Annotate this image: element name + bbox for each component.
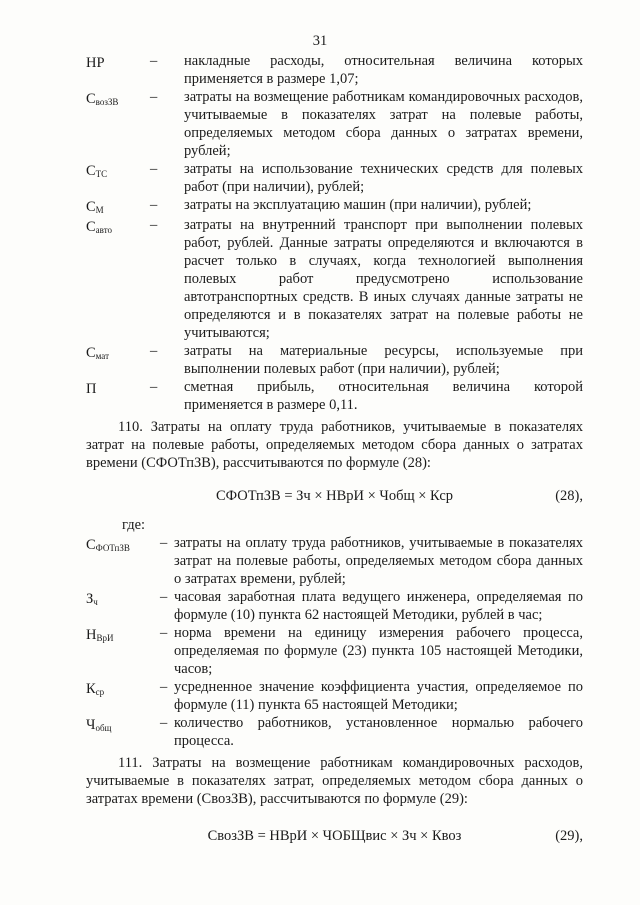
definition-symbol: $С_{авто}$	[86, 219, 113, 235]
definition-row	[86, 160, 583, 196]
page-number: 31	[312, 33, 328, 49]
definition-row	[86, 196, 583, 216]
formula-29-expression: СвозЗВ = НВрИ × ЧОБЩвис × Зч × Квоз	[207, 828, 462, 844]
definition-text: затраты на эксплуатацию машин (при наличии), рублей;	[184, 197, 532, 213]
definition-symbol: П	[86, 381, 97, 397]
definition-dash: –	[160, 679, 168, 695]
definition-symbol: $С_{возЗВ}$	[86, 91, 119, 107]
definition-dash: –	[160, 589, 168, 605]
definition-dash: –	[160, 625, 168, 641]
definition-dash: –	[150, 89, 158, 105]
definition-symbol: $С_{ФОТпЗВ}$	[86, 537, 130, 553]
definition-dash: –	[150, 197, 158, 213]
definition-symbol: $Ч_{общ}$	[86, 717, 112, 733]
definition-row	[86, 678, 583, 714]
definition-symbol: $С_{ТС}$	[86, 163, 108, 179]
definition-symbol: $З_ч$	[86, 591, 98, 607]
definition-symbol: $К_{ср}$	[86, 681, 105, 697]
definition-text: затраты на оплату труда работников, учитываемые в показателях затрат на полевые работы, определяемых методом сбора данных о затратах времени, рублей;	[174, 535, 583, 587]
definitions-top	[86, 52, 583, 414]
definition-dash: –	[150, 343, 158, 359]
definition-text: часовая заработная плата ведущего инженера, определяемая по формуле (10) пункта 62 настоящей Методики, рублей в час;	[174, 589, 583, 623]
definition-text: накладные расходы, относительная величина которых применяется в размере 1,07;	[184, 53, 583, 87]
formula-28	[86, 484, 583, 508]
definition-dash: –	[160, 715, 168, 731]
document-body	[86, 52, 583, 848]
formula-28-expression: СФОТпЗВ = Зч × НВрИ × Чобщ × Кср	[215, 488, 454, 504]
paragraph-110: 110. Затраты на оплату труда работников, учитываемые в показателях затрат на полевые работы, определяемых методом сбора данных о затратах времени (СФОТпЗВ), рассчитываются по формуле (28):	[86, 419, 583, 471]
definition-row	[86, 52, 583, 88]
definition-row	[86, 588, 583, 624]
definition-text: норма времени на единицу измерения рабочего процесса, определяемая по формуле (23) пункта 105 настоящей Методики, часов;	[174, 625, 583, 677]
where-label: где:	[122, 517, 146, 533]
definition-row	[86, 216, 583, 342]
definition-text: затраты на возмещение работникам командировочных расходов, учитываемые в показателях затрат на полевые работы, определяемых методом сбора данных о затратах времени, рублей;	[184, 89, 583, 159]
definition-row	[86, 714, 583, 750]
definition-row	[86, 534, 583, 588]
definition-text: затраты на использование технических средств для полевых работ (при наличии), рублей;	[184, 161, 583, 195]
formula-29	[86, 824, 583, 848]
definition-text: количество работников, установленное нормалью рабочего процесса.	[174, 715, 583, 749]
definition-dash: –	[150, 161, 158, 177]
definition-text: усредненное значение коэффициента участия, определяемое по формуле (11) пункта 65 настоящей Методики;	[174, 679, 583, 713]
definition-row	[86, 88, 583, 160]
paragraph-111: 111. Затраты на возмещение работникам командировочных расходов, учитываемые в показателях затрат, определяемых методом сбора данных о затратах времени (СвозЗВ), рассчитываются по формуле (29):	[86, 755, 583, 807]
definition-symbol: $С_{мат}$	[86, 345, 110, 361]
definition-dash: –	[160, 535, 168, 551]
definition-dash: –	[150, 217, 158, 233]
definition-row	[86, 342, 583, 378]
definition-text: затраты на материальные ресурсы, используемые при выполнении полевых работ (при наличии), рублей;	[184, 343, 583, 377]
definition-symbol: $С_М$	[86, 199, 104, 215]
definition-dash: –	[150, 379, 158, 395]
definitions-bottom	[86, 534, 583, 750]
definition-row	[86, 624, 583, 678]
definition-row	[86, 378, 583, 414]
formula-29-number: (29),	[555, 828, 583, 844]
definition-text: затраты на внутренний транспорт при выполнении полевых работ, рублей. Данные затраты определяются и включаются в расчет только в случаях, когда технологией выполнения полевых работ предусмотрено использование автотранспортных средств. В иных случаях данные затраты не определяются и в показателях затрат на полевые работы не учитываются;	[184, 217, 583, 341]
definition-symbol: $Н_{ВрИ}$	[86, 627, 114, 643]
formula-28-number: (28),	[555, 488, 583, 504]
definition-dash: –	[150, 53, 158, 69]
definition-symbol: НР	[86, 55, 105, 71]
definition-text: сметная прибыль, относительная величина которой применяется в размере 0,11.	[184, 379, 583, 413]
